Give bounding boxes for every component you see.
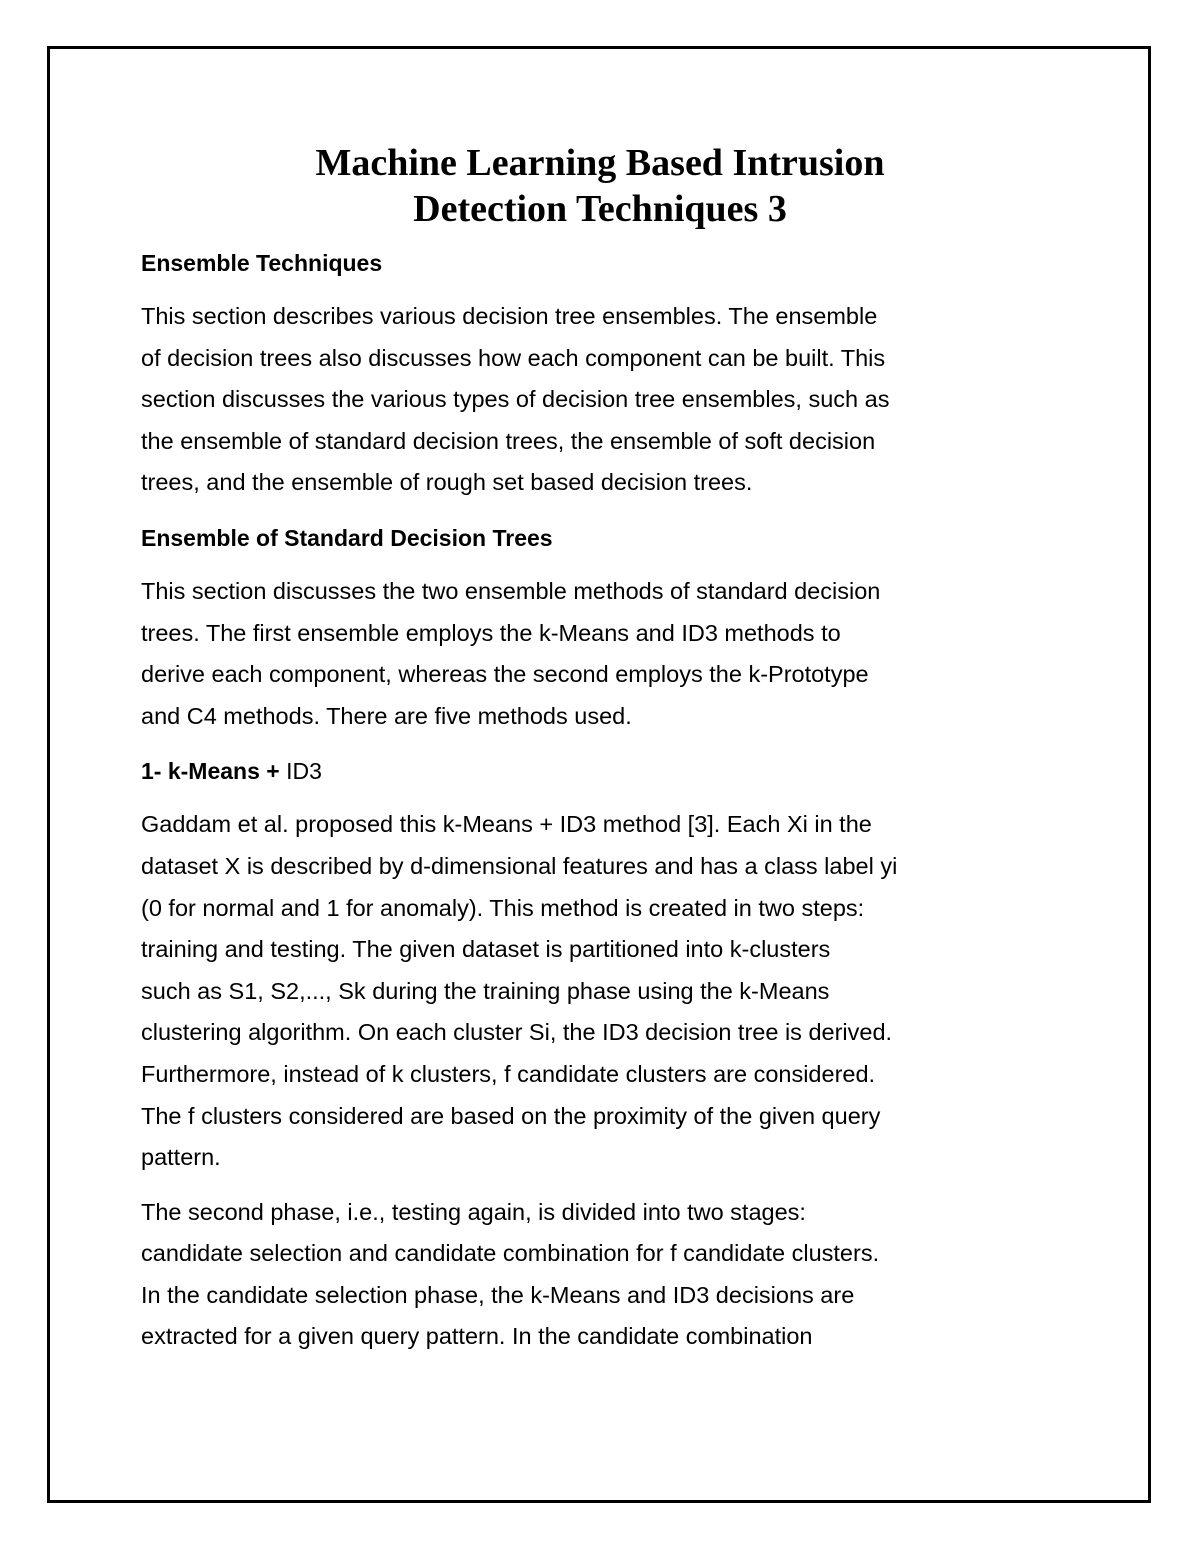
text-line: (0 for normal and 1 for anomaly). This method is created in two steps:: [141, 894, 865, 921]
text-line: trees, and the ensemble of rough set based decision trees.: [141, 469, 753, 496]
text-line: derive each component, whereas the second employs the k-Prototype: [141, 661, 869, 688]
text-line: This section describes various decision tree ensembles. The ensemble: [141, 303, 878, 329]
heading-kmeans-id3-bold: 1- k-Means +: [141, 758, 280, 785]
paragraph-standard-decision-trees: [141, 571, 1071, 737]
paragraph-kmeans-id3-1: [141, 804, 1071, 1178]
text-line: candidate selection and candidate combination for f candidate clusters.: [141, 1240, 880, 1267]
paragraph-ensemble-techniques: [141, 296, 1071, 504]
heading-kmeans-id3-rest: ID3: [279, 758, 322, 785]
text-line: Furthermore, instead of k clusters, f candidate clusters are considered.: [141, 1060, 876, 1087]
text-line: In the candidate selection phase, the k-Means and ID3 decisions are: [141, 1281, 855, 1308]
text-line: clustering algorithm. On each cluster Si, the ID3 decision tree is derived.: [141, 1019, 893, 1046]
text-line: of decision trees also discusses how each component can be built. This: [141, 344, 886, 371]
text-line: pattern.: [141, 1144, 221, 1171]
text-line: such as S1, S2,..., Sk during the training phase using the k-Means: [141, 977, 830, 1004]
text-line: the ensemble of standard decision trees, the ensemble of soft decision: [141, 427, 876, 454]
heading-ensemble-techniques: Ensemble Techniques: [141, 250, 383, 276]
text-line: section discusses the various types of decision tree ensembles, such as: [141, 386, 890, 413]
text-line: This section discusses the two ensemble methods of standard decision: [141, 577, 881, 604]
heading-kmeans-id3: [141, 750, 1071, 792]
text-line: dataset X is described by d-dimensional features and has a class label yi: [141, 852, 898, 879]
text-line: The f clusters considered are based on the proximity of the given query: [141, 1102, 881, 1129]
text-line: Gaddam et al. proposed this k-Means + ID3 method [3]. Each Xi in the: [141, 811, 872, 838]
title-line-1: Machine Learning Based Intrusion: [315, 142, 885, 184]
text-line: and C4 methods. There are five methods used.: [141, 702, 632, 729]
text-line: extracted for a given query pattern. In the candidate combination: [141, 1323, 813, 1350]
page-title: [141, 140, 1059, 232]
page-content: [141, 140, 1071, 1371]
text-line: trees. The first ensemble employs the k-Means and ID3 methods to: [141, 619, 841, 646]
heading-standard-decision-trees: Ensemble of Standard Decision Trees: [141, 524, 553, 551]
text-line: training and testing. The given dataset is partitioned into k-clusters: [141, 936, 831, 963]
paragraph-kmeans-id3-2: [141, 1192, 1071, 1358]
text-line: The second phase, i.e., testing again, is divided into two stages:: [141, 1198, 806, 1225]
title-line-2: Detection Techniques 3: [413, 188, 787, 230]
